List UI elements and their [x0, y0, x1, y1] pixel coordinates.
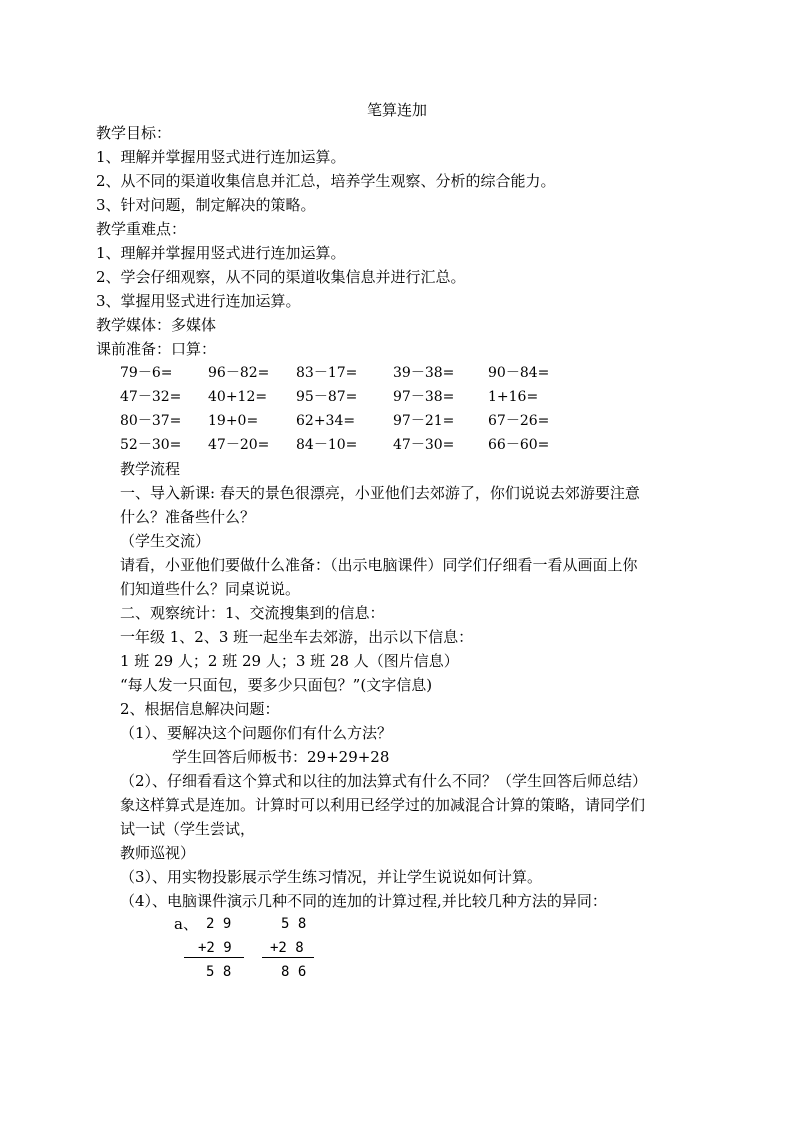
mental-math-item: 84－10= [296, 437, 358, 453]
mental-math-row [120, 388, 640, 406]
mental-math-item: 79－6= [120, 365, 173, 381]
vertical-calc-left-rule [184, 957, 244, 958]
vertical-calc-label: a、 [174, 915, 198, 933]
objective-item: 2、从不同的渠道收集信息并汇总，培养学生观察、分析的综合能力。 [96, 172, 556, 190]
vertical-calc-right-addend: 5 8 [281, 916, 307, 932]
mental-math-item: 97－38= [393, 389, 455, 405]
prep-line: 课前准备：口算： [96, 340, 217, 358]
body-line: 一、导入新课: 春天的景色很漂亮，小亚他们去郊游了，你们说说去郊游要注意 [120, 484, 640, 502]
body-line: （1）、要解决这个问题你们有什么方法？ [120, 724, 393, 742]
mental-math-item: 96－82= [208, 365, 270, 381]
body-line: 什么？准备些什么？ [120, 508, 256, 526]
mental-math-item: 40+12= [208, 389, 268, 405]
key-point-item: 3、掌握用竖式进行连加运算。 [96, 292, 301, 310]
body-line: 请看，小亚他们要做什么准备：（出示电脑课件）同学们仔细看一看从画面上你 [120, 556, 638, 574]
body-line: 1 班 29 人；2 班 29 人；3 班 28 人（图片信息） [120, 652, 459, 670]
key-point-item: 2、学会仔细观察，从不同的渠道收集信息并进行汇总。 [96, 268, 466, 286]
mental-math-item: 1+16= [488, 389, 539, 405]
body-line: 一年级 1、2、3 班一起坐车去郊游，出示以下信息： [120, 628, 474, 646]
mental-math-item: 80－37= [120, 413, 182, 429]
mental-math-row [120, 436, 640, 454]
mental-math-item: 52－30= [120, 437, 182, 453]
mental-math-item: 90－84= [488, 365, 550, 381]
mental-math-item: 95－87= [296, 389, 358, 405]
body-line: 教师巡视） [120, 844, 196, 862]
vertical-calc-right-sum: 8 6 [281, 964, 307, 980]
body-line: 学生回答后师板书：29+29+28 [172, 748, 390, 766]
vertical-calc-left-addend: 2 9 [206, 916, 232, 932]
body-line: 2、根据信息解决问题： [120, 700, 280, 718]
mental-math-item: 39－38= [393, 365, 455, 381]
flow-heading: 教学流程 [120, 460, 181, 478]
media-line: 教学媒体：多媒体 [96, 316, 217, 334]
mental-math-item: 66－60= [488, 437, 550, 453]
mental-math-row [120, 364, 640, 382]
mental-math-item: 19+0= [208, 413, 259, 429]
objective-item: 3、针对问题，制定解决的策略。 [96, 196, 316, 214]
mental-math-row [120, 412, 640, 430]
mental-math-item: 47－30= [393, 437, 455, 453]
body-line: 象这样算式是连加。计算时可以利用已经学过的加减混合计算的策略，请同学们 [120, 796, 646, 814]
mental-math-item: 47－20= [208, 437, 270, 453]
vertical-calc-left-plus: +2 9 [198, 940, 232, 956]
body-line: （4）、电脑课件演示几种不同的连加的计算过程,并比较几种方法的异同： [120, 892, 607, 910]
body-line: 二、观察统计：1、交流搜集到的信息： [120, 604, 385, 622]
key-points-heading: 教学重难点： [96, 220, 187, 238]
body-line: （3）、用实物投影展示学生练习情况，并让学生说说如何计算。 [120, 868, 543, 886]
vertical-calc-left-sum: 5 8 [206, 964, 232, 980]
body-line: 们知道些什么？同桌说说。 [120, 580, 301, 598]
body-line: “每人发一只面包，要多少只面包？”(文字信息) [120, 676, 433, 694]
body-line: （2）、仔细看看这个算式和以往的加法算式有什么不同？（学生回答后师总结） [120, 772, 648, 790]
key-point-item: 1、理解并掌握用竖式进行连加运算。 [96, 244, 346, 262]
objective-item: 1、理解并掌握用竖式进行连加运算。 [96, 148, 346, 166]
vertical-calc-right-rule [262, 957, 314, 958]
mental-math-item: 62+34= [296, 413, 356, 429]
objectives-heading: 教学目标： [96, 124, 172, 142]
mental-math-item: 83－17= [296, 365, 358, 381]
mental-math-item: 97－21= [393, 413, 455, 429]
vertical-calc-right-plus: +2 8 [270, 940, 304, 956]
mental-math-item: 47－32= [120, 389, 182, 405]
body-line: （学生交流） [120, 532, 211, 550]
page-title: 笔算连加 [366, 101, 427, 119]
mental-math-item: 67－26= [488, 413, 550, 429]
body-line: 试一试（学生尝试， [120, 820, 256, 838]
